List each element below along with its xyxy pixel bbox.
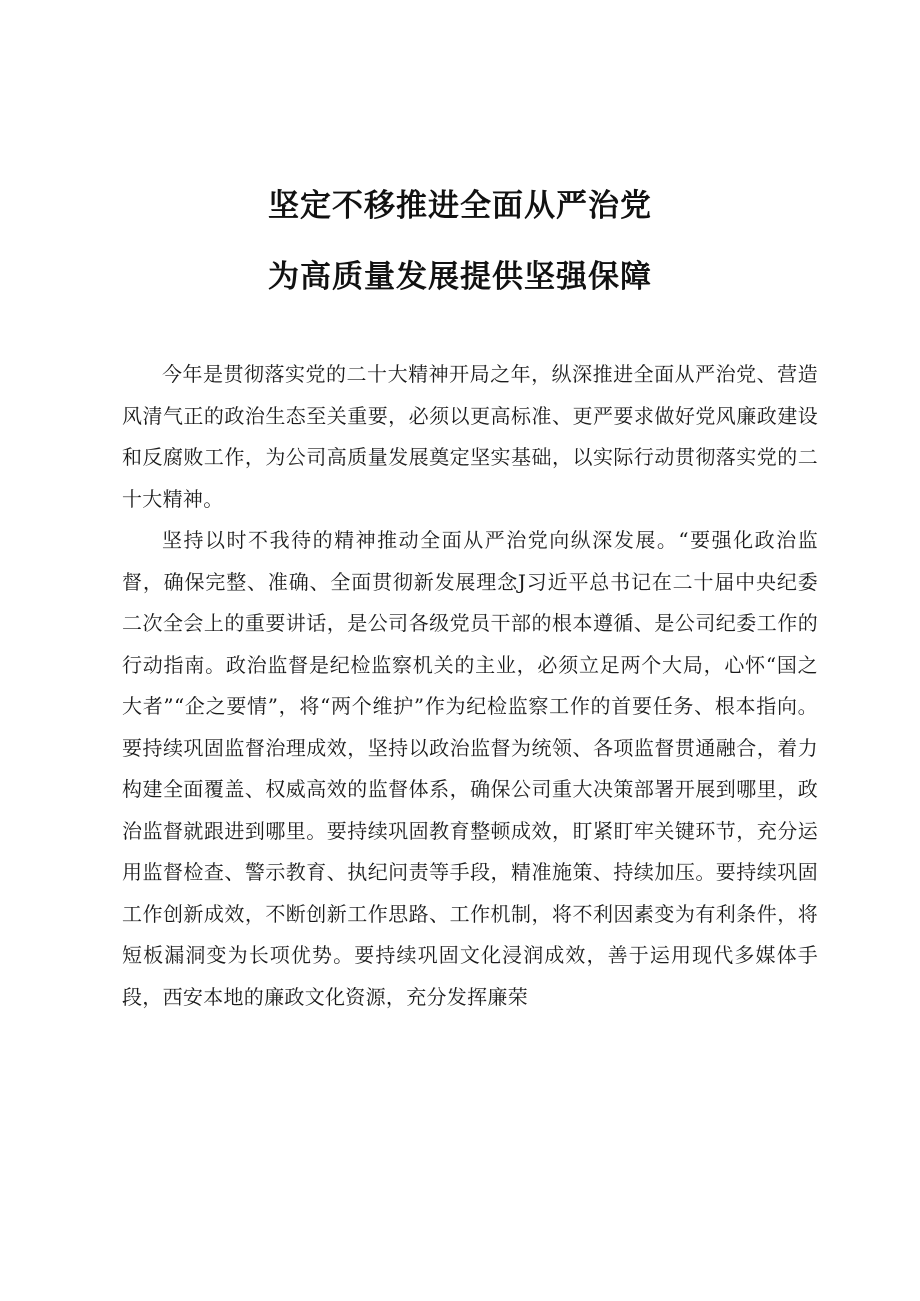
document-title-line-2: 为高质量发展提供坚强保障 [268,259,652,295]
document-body [122,354,818,1018]
body-paragraph-2: 坚持以时不我待的精神推动全面从严治党向纵深发展。“要强化政治监督，确保完整、准确、全面贯彻新发展理念J习近平总书记在二十届中央纪委二次全会上的重要讲话，是公司各级党员干部的根本遵循、是公司纪委工作的行动指南。政治监督是纪检监察机关的主业，必须立足两个大局，心怀“国之大者”“企之要情”，将“两个维护”作为纪检监察工作的首要任务、根本指向。要持续巩固监督治理成效，坚持以政治监督为统领、各项监督贯通融合，着力构建全面覆盖、权威高效的监督体系，确保公司重大决策部署开展到哪里，政治监督就跟进到哪里。要持续巩固教育整顿成效，盯紧盯牢关键环节，充分运用监督检查、警示教育、执纪问责等手段，精准施策、持续加压。要持续巩固工作创新成效，不断创新工作思路、工作机制，将不利因素变为有利条件，将短板漏洞变为长项优势。要持续巩固文化浸润成效，善于运用现代多媒体手段，西安本地的廉政文化资源，充分发挥廉荣 [122,528,818,1009]
document-title-line-1: 坚定不移推进全面从严治党 [268,188,652,224]
body-paragraph-1: 今年是贯彻落实党的二十大精神开局之年，纵深推进全面从严治党、营造风清气正的政治生态至关重要，必须以更高标准、更严要求做好党风廉政建设和反腐败工作，为公司高质量发展奠定坚实基础，以实际行动贯彻落实党的二十大精神。 [122,362,818,511]
